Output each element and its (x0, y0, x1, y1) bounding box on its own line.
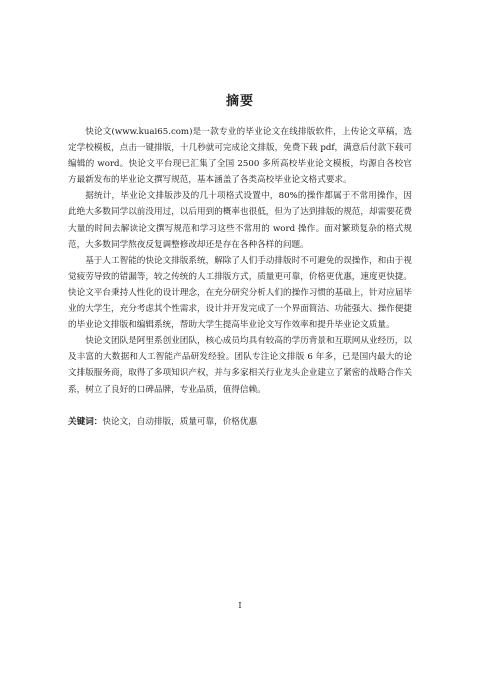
abstract-paragraph-3: 基于人工智能的快论文排版系统，解除了人们手动排版时不可避免的误操作，和由于视觉疲劳导致的错漏等，较之传统的人工排版方式，质量更可靠，价格更优惠，速度更快捷。快论文平台秉持人性化的设计理念，在充分研究分析人们的操作习惯的基础上，针对应届毕业的大学生，充分考虑其个性需求，设计并开发完成了一个界面简洁、功能强大、操作便捷的毕业论文排版和编辑系统，帮助大学生提高毕业论文写作效率和提升毕业论文质量。 (68, 255, 412, 331)
keywords-list: 快论文，自动排版，质量可靠，价格优惠 (102, 416, 258, 427)
keywords-label: 关键词： (68, 416, 103, 427)
abstract-paragraph-2: 据统计，毕业论文排版涉及的几十项格式设置中，80%的操作都属于不常用操作，因此绝大多数同学以前没用过，以后用到的概率也很低，但为了达到排版的规范，却需要花费大量的时间去解读论文撰写规范和学习这些不常用的 word 操作。面对繁琐复杂的格式规范，大多数同学熬夜反复调整修改却还是存在各种各样的问题。 (68, 191, 412, 250)
page-number: I (238, 601, 242, 610)
abstract-title: 摘要 (225, 94, 254, 109)
abstract-body (68, 124, 412, 430)
abstract-paragraph-4: 快论文团队是阿里系创业团队，核心成员均具有较高的学历背景和互联网从业经历，以及丰富的大数据和人工智能产品研发经验。团队专注论文排版 6 年多，已是国内最大的论文排版服务商，取得了多项知识产权，并与多家相关行业龙头企业建立了紧密的战略合作关系，树立了良好的口碑品牌，专业品质，值得信赖。 (68, 336, 412, 395)
keywords-line (68, 414, 412, 430)
abstract-paragraph-1: 快论文(www.kuai65.com)是一款专业的毕业论文在线排版软件，上传论文草稿，选定学校模板，点击一键排版，十几秒就可完成论文排版，免费下载 pdf，满意后付款下载可编辑的 word。快论文平台现已汇集了全国 2500 多所高校毕业论文模板，均源自各校官方最新发布的毕业论文撰写规范，基本涵盖了各类高校毕业论文格式要求。 (68, 127, 412, 186)
